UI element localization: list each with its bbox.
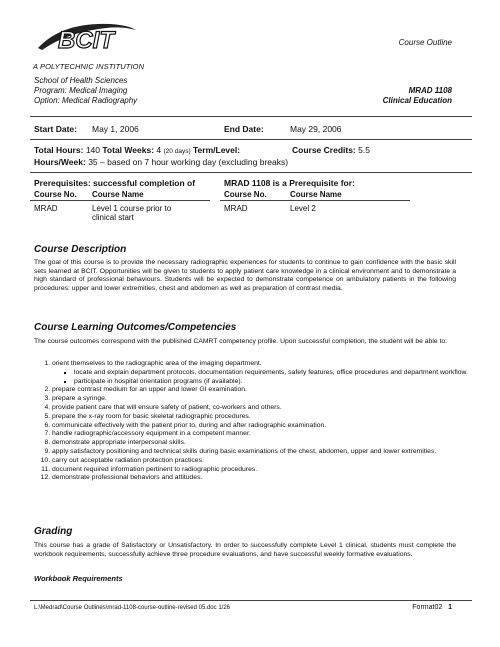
list-item: 12. demonstrate professional behaviors and attitudes. — [52, 474, 480, 483]
outcome-text: orient themselves to the radiographic area of the imaging department. — [52, 360, 262, 367]
logo-text: BCIT — [58, 27, 114, 54]
prereq-right-no: MRAD — [224, 204, 248, 213]
school-name: School of Health Sciences — [34, 76, 128, 85]
divider — [220, 200, 410, 201]
sub-list-item: ▪ locate and explain department protocols, documentation requirements, safety features, office procedures and department workflow. — [74, 369, 480, 378]
course-name: Clinical Education — [382, 96, 452, 105]
footer-form: Format02 — [412, 604, 443, 611]
outcomes-title: Course Learning Outcomes/Competencies — [34, 322, 237, 333]
program-name: Program: Medical Imaging — [34, 86, 128, 95]
hours-row — [34, 145, 240, 155]
prereq-left-name-line1: Level 1 course prior to — [92, 204, 172, 213]
bcit-logo — [32, 16, 142, 60]
sub-list — [52, 369, 480, 387]
term-note: (20 days) — [163, 148, 191, 155]
outcomes-list — [34, 360, 480, 483]
prereq-col-no: Course No. — [34, 190, 77, 199]
end-date-label: End Date: — [224, 124, 264, 134]
grading-text: This course has a grade of Satisfactory or Unsatisfactory. In order to successfully complete Level 1 clinical, students must complete the workbook requirements, successfully achieve three procedure evaluations, and have successful weekly formative evaluations. — [34, 542, 456, 558]
credits-value: 5.5 — [358, 145, 370, 155]
footer-path: L:\Medrad\Course Outlines\mrad-1108-course-outline-revised 05.doc 1/26 — [34, 605, 230, 611]
per-week-value: 35 – based on 7 hour working day (excluding breaks) — [88, 157, 289, 167]
start-date-label: Start Date: — [34, 124, 77, 134]
prereq-left-name-line2: clinical start — [92, 213, 134, 222]
divider — [30, 139, 472, 140]
outcomes-intro: The course outcomes correspond with the published CAMRT competency profile. Upon successful completion, the student will be able to: — [34, 338, 448, 345]
prereq-right-name: Level 2 — [290, 204, 316, 213]
list-item: 4. provide patient care that will ensure safety of patient, co-workers and others. — [52, 404, 480, 413]
divider — [30, 172, 472, 173]
total-hours-value: 140 — [85, 145, 100, 155]
total-hours-label: Total Hours: — [34, 145, 84, 155]
per-week-label: Hours/Week: — [34, 157, 86, 167]
total-weeks-value: 4 — [156, 145, 162, 155]
list-item: 5. prepare the x-ray room for basic skeletal radiographic procedures. — [52, 413, 480, 422]
prereq-left-no: MRAD — [34, 204, 58, 213]
prereq-left-name — [92, 204, 171, 222]
sub-list-item: ▪ participate in hospital orientation programs (if available). — [74, 378, 480, 387]
prereq-col-no: Course No. — [224, 190, 267, 199]
start-date-value: May 1, 2006 — [92, 124, 139, 134]
credits-label: Course Credits: — [292, 145, 356, 155]
divider — [30, 116, 472, 117]
list-item — [52, 360, 480, 386]
description-title: Course Description — [34, 244, 127, 255]
option-name: Option: Medical Radiography — [34, 96, 138, 105]
list-item: 3. prepare a syringe. — [52, 395, 480, 404]
list-item: 11. document required information pertinent to radiographic procedures. — [52, 466, 480, 475]
list-item: 8. demonstrate appropriate interpersonal skills. — [52, 439, 480, 448]
doc-type: Course Outline — [398, 38, 452, 47]
tagline: A POLYTECHNIC INSTITUTION — [33, 62, 145, 71]
hours-per-week — [34, 157, 288, 167]
course-code: MRAD 1108 — [408, 86, 452, 95]
term-label: Term/Level: — [193, 145, 241, 155]
description-text: The goal of this course is to provide the necessary radiographic experiences for students to continue to gain confidence with the basic skill sets learned at BCIT. Opportunities will be given to students to apply patient care knowledge in a clinical environment and to demonstrate a high standard of professional behaviours. Students will be expected to demonstrate competence on ambulatory patients in the following procedures: upper and lower extremities, chest and abdomen as well as preparation of contrast media. — [34, 259, 456, 292]
list-item: 7. handle radiographic/accessory equipment in a competent manner. — [52, 430, 480, 439]
prereq-left-title: Prerequisites: successful completion of — [34, 178, 196, 188]
course-id — [383, 86, 452, 106]
divider — [30, 600, 472, 601]
school-info — [34, 76, 137, 106]
workbook-title: Workbook Requirements — [34, 574, 123, 583]
grading-title: Grading — [34, 526, 73, 537]
credits — [292, 145, 370, 155]
prereq-right-title: MRAD 1108 is a Prerequisite for: — [224, 178, 355, 188]
page-number: 1 — [448, 604, 452, 611]
prereq-col-name: Course Name — [92, 190, 144, 199]
list-item: 2. prepare contrast medium for an upper and lower GI examination. — [52, 386, 480, 395]
prereq-col-name: Course Name — [290, 190, 342, 199]
list-item: 6. communicate effectively with the patient prior to, during and after radiographic examination. — [52, 422, 480, 431]
total-weeks-label: Total Weeks: — [102, 145, 155, 155]
end-date-value: May 29, 2006 — [290, 124, 342, 134]
list-item: 9. apply satisfactory positioning and technical skills during basic examinations of the chest, abdomen, upper and lower extremities. — [52, 448, 480, 457]
divider — [30, 200, 210, 201]
footer-meta — [412, 604, 452, 611]
list-item: 10. carry out acceptable radiation protection practices. — [52, 457, 480, 466]
